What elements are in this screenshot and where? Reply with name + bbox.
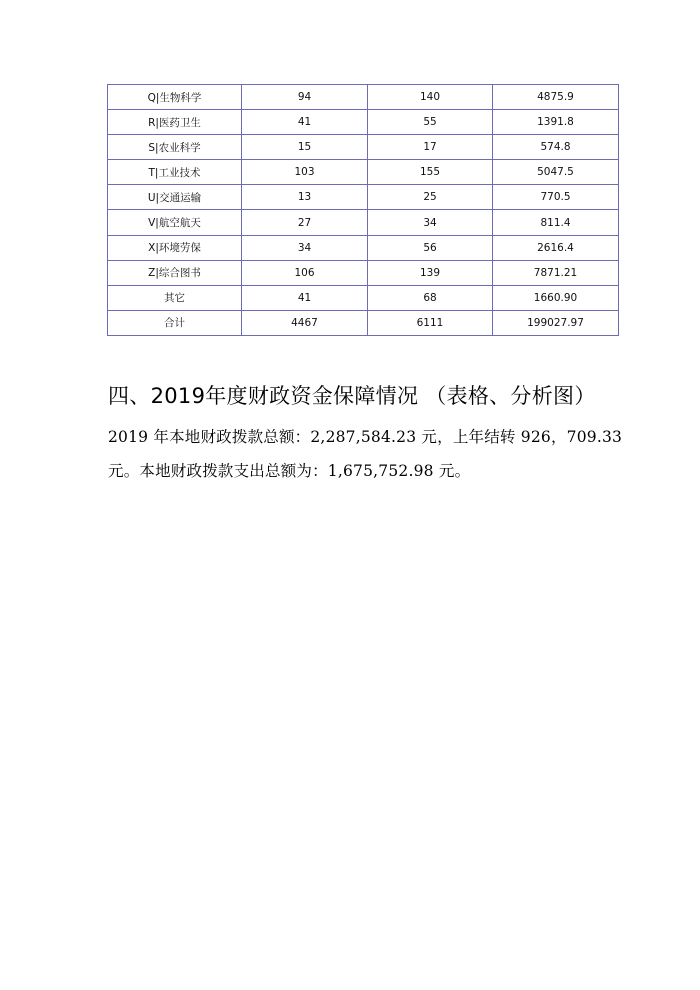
table-cell: 56 [368,235,493,260]
table-cell: 140 [368,85,493,110]
table-cell: 13 [242,185,368,210]
table-cell: T|工业技术 [108,160,242,185]
table-cell: U|交通运输 [108,185,242,210]
table-row [108,210,619,235]
table-cell: 4467 [242,310,368,335]
table-cell: 17 [368,135,493,160]
table-cell: 1660.90 [493,285,619,310]
table-cell: 139 [368,260,493,285]
table-cell: R|医药卫生 [108,110,242,135]
table-row [108,135,619,160]
table-cell: 25 [368,185,493,210]
table-cell: 7871.21 [493,260,619,285]
table-cell: 合计 [108,310,242,335]
table-cell: 103 [242,160,368,185]
table-cell: 94 [242,85,368,110]
table-cell: 27 [242,210,368,235]
table-cell: 41 [242,110,368,135]
table-row [108,85,619,110]
section-heading: 四、2019年度财政资金保障情况 （表格、分析图） [108,384,596,408]
table-cell: S|农业科学 [108,135,242,160]
paragraph-line: 2019 年本地财政拨款总额：2,287,584.23 元，上年结转 926，709.33 [108,428,623,446]
table-cell: 2616.4 [493,235,619,260]
table-row [108,110,619,135]
statistics-table [107,84,619,336]
table-cell: 199027.97 [493,310,619,335]
table-cell: 55 [368,110,493,135]
table-cell: 34 [242,235,368,260]
table-cell: Q|生物科学 [108,85,242,110]
paragraph-line: 元。本地财政拨款支出总额为：1,675,752.98 元。 [108,462,471,480]
table-total-row [108,310,619,335]
table-cell: 15 [242,135,368,160]
table-cell: 770.5 [493,185,619,210]
table-row [108,235,619,260]
table-cell: 1391.8 [493,110,619,135]
table-row [108,185,619,210]
table-cell: 5047.5 [493,160,619,185]
table-cell: 6111 [368,310,493,335]
table-cell: 68 [368,285,493,310]
table-cell: Z|综合图书 [108,260,242,285]
table-cell: 其它 [108,285,242,310]
table-cell: 574.8 [493,135,619,160]
body-paragraph [108,420,628,488]
table-cell: X|环境劳保 [108,235,242,260]
table-cell: 106 [242,260,368,285]
table-cell: 155 [368,160,493,185]
table-cell: 41 [242,285,368,310]
table-cell: 4875.9 [493,85,619,110]
table-row [108,260,619,285]
table-row [108,285,619,310]
table-row [108,160,619,185]
table-cell: V|航空航天 [108,210,242,235]
table-cell: 34 [368,210,493,235]
table-cell: 811.4 [493,210,619,235]
